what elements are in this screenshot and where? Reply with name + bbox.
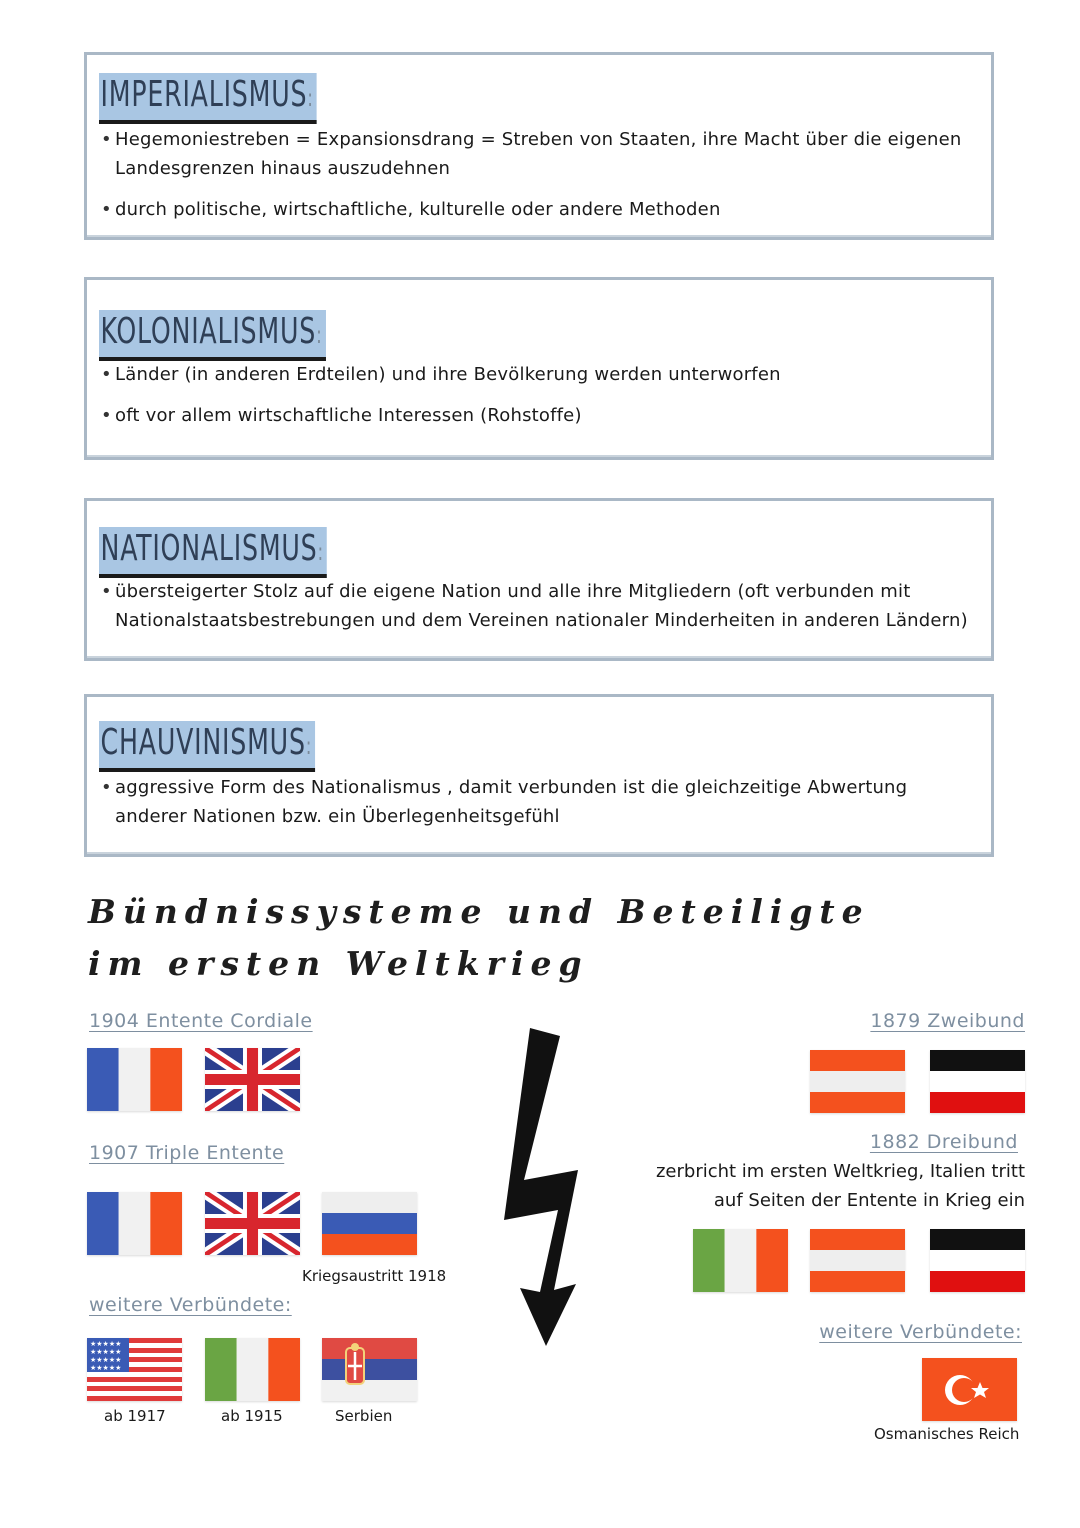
bullet-item: • durch politische, wirtschaftliche, kulturelle oder andere Methoden bbox=[101, 195, 977, 224]
usa-flag-icon bbox=[87, 1338, 182, 1401]
bullet-list bbox=[101, 360, 977, 442]
svg-text:★★★★★: ★★★★★ bbox=[90, 1340, 122, 1348]
label-triple-entente: 1907 Triple Entente bbox=[89, 1142, 285, 1164]
svg-text:★★★★★: ★★★★★ bbox=[90, 1356, 122, 1364]
russia-note: Kriegsaustritt 1918 bbox=[302, 1267, 447, 1285]
dreibund-note-line-1: zerbricht im ersten Weltkrieg, Italien tritt bbox=[655, 1161, 1025, 1182]
german-empire-flag-icon bbox=[930, 1050, 1025, 1113]
caption-usa: ab 1917 bbox=[104, 1407, 166, 1425]
section-title: Bündnissysteme und Beteiligte im ersten Weltkrieg bbox=[88, 892, 870, 983]
svg-text:★★★★★: ★★★★★ bbox=[90, 1364, 122, 1372]
heading-text: CHAUVINISMUS bbox=[100, 722, 306, 763]
heading-text: KOLONIALISMUS bbox=[100, 311, 317, 352]
label-entente-cordiale: 1904 Entente Cordiale bbox=[89, 1010, 313, 1032]
bullet-list bbox=[101, 577, 977, 647]
russia-flag-icon bbox=[322, 1192, 417, 1255]
caption-ottoman: Osmanisches Reich bbox=[874, 1425, 1020, 1443]
serbia-flag-icon bbox=[322, 1338, 417, 1401]
bullet-list bbox=[101, 125, 977, 236]
bullet-item: • übersteigerter Stolz auf die eigene Nation und alle ihre Mitgliedern (oft verbunden mit Nationalstaatsbestrebungen und dem Vereinen nationaler Minderheiten in anderen Ländern) bbox=[101, 577, 977, 635]
italy-flag-icon bbox=[205, 1338, 300, 1401]
definition-box-kolonialismus bbox=[84, 277, 994, 460]
lightning-bolt-icon bbox=[500, 1020, 610, 1350]
heading-nationalismus: NATIONALISMUS: bbox=[99, 527, 391, 578]
italy-flag-icon bbox=[693, 1229, 788, 1292]
austria-flag-icon bbox=[810, 1229, 905, 1292]
label-right-allies: weitere Verbündete: bbox=[819, 1321, 1022, 1343]
france-flag-icon bbox=[87, 1192, 182, 1255]
austria-flag-icon bbox=[810, 1050, 905, 1113]
heading-chauvinismus: CHAUVINISMUS: bbox=[99, 721, 376, 772]
heading-kolonialismus: KOLONIALISMUS: bbox=[99, 310, 390, 361]
caption-serbia: Serbien bbox=[335, 1407, 393, 1425]
label-zweibund: 1879 Zweibund bbox=[870, 1010, 1025, 1032]
label-dreibund: 1882 Dreibund bbox=[869, 1131, 1018, 1153]
heading-text: IMPERIALISMUS bbox=[100, 74, 308, 115]
bullet-item: • Hegemoniestreben = Expansionsdrang = Streben von Staaten, ihre Macht über die eigenen Landesgrenzen hinaus auszudehnen bbox=[101, 125, 977, 183]
german-empire-flag-icon bbox=[930, 1229, 1025, 1292]
bullet-item: • Länder (in anderen Erdteilen) und ihre Bevölkerung werden unterworfen bbox=[101, 360, 977, 389]
bullet-item: • aggressive Form des Nationalismus , damit verbunden ist die gleichzeitige Abwertung anderer Nationen bzw. ein Überlegenheitsgefühl bbox=[101, 773, 977, 831]
caption-italy: ab 1915 bbox=[221, 1407, 283, 1425]
definition-box-nationalismus bbox=[84, 498, 994, 661]
uk-flag-icon bbox=[205, 1192, 300, 1255]
dreibund-note-line-2: auf Seiten der Entente in Krieg ein bbox=[713, 1190, 1025, 1211]
definition-box-chauvinismus bbox=[84, 694, 994, 857]
bullet-item: • oft vor allem wirtschaftliche Interessen (Rohstoffe) bbox=[101, 401, 977, 430]
ottoman-flag-icon bbox=[922, 1358, 1017, 1421]
svg-text:★★★★★: ★★★★★ bbox=[90, 1348, 122, 1356]
heading-text: NATIONALISMUS bbox=[100, 528, 318, 569]
definition-box-imperialismus bbox=[84, 52, 994, 240]
bullet-list bbox=[101, 773, 977, 843]
uk-flag-icon bbox=[205, 1048, 300, 1111]
label-left-allies: weitere Verbündete: bbox=[89, 1294, 292, 1316]
france-flag-icon bbox=[87, 1048, 182, 1111]
heading-imperialismus: IMPERIALISMUS: bbox=[99, 73, 378, 124]
